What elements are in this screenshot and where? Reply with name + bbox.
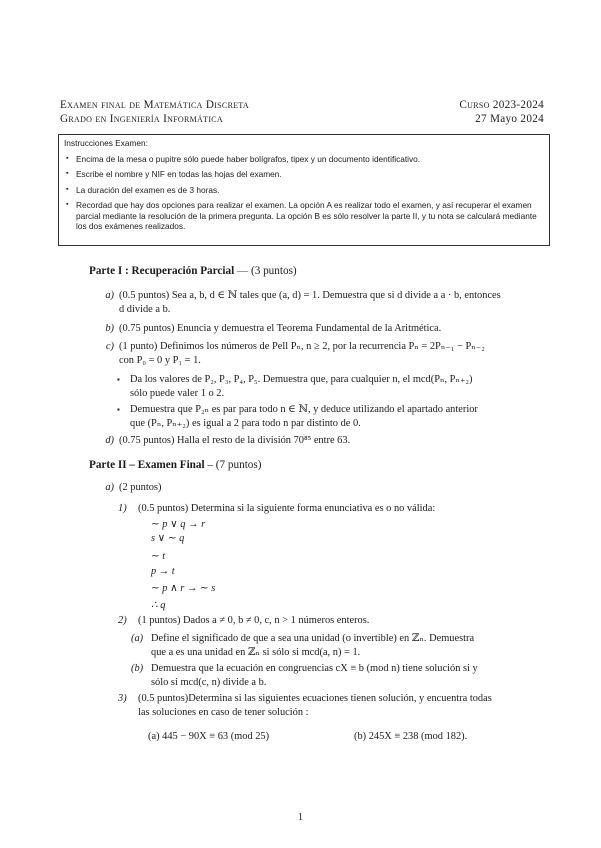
part1-heading: Parte I : Recuperación Parcial — (3 puntos): [89, 265, 297, 277]
question-2a-2b: [131, 662, 546, 689]
bullet-text-cont: que (Pₙ, Pₙ₊₂) es igual a 2 para todo n par distinto de 0.: [130, 417, 361, 429]
part2-title: Parte II – Examen Final: [89, 459, 205, 471]
course-year: Curso 2023-2024: [459, 99, 544, 111]
bullet-text: ▪ Demuestra que P₂ₙ es par para todo n ∈ ℕ, y deduce utilizando el apartado anterior: [130, 404, 478, 415]
question-text-cont: que a es una unidad en ℤₙ si sólo si mcd(a, n) = 1.: [151, 646, 361, 658]
exam-date: 27 Mayo 2024: [475, 113, 544, 125]
part1-title: Parte I : Recuperación Parcial: [89, 265, 235, 277]
bullet-text-cont: sólo puede valer 1 o 2.: [130, 387, 225, 399]
page-number: 1: [297, 812, 304, 823]
question-2a-2: [118, 614, 548, 628]
question-text: (0.5 puntos) Sea a, b, d ∈ ℕ tales que (a, d) = 1. Demuestra que si d divide a a · b, entonces: [119, 290, 501, 301]
instructions-title: Instrucciones Examen:: [64, 138, 148, 148]
question-text: (2 puntos): [119, 482, 162, 493]
degree-name: Grado en Ingeniería Informática: [60, 113, 223, 125]
congruence-a: (a) 445 − 90X ≡ 63 (mod 25): [148, 731, 270, 742]
question-text: (0.75 puntos) Enuncia y demuestra el Teorema Fundamental de la Aritmética.: [119, 323, 442, 334]
question-2a-1: [118, 502, 548, 516]
instruction-item: ▪ La duración del examen es de 3 horas.: [76, 185, 543, 196]
question-label: b): [105, 323, 114, 334]
premise-line: s ∨ ∼ q: [151, 533, 185, 544]
question-label: c): [105, 341, 114, 352]
question-text: Define el significado de que a sea una unidad (o invertible) en ℤₙ. Demuestra: [151, 633, 475, 644]
conclusion-line: ∴ q: [151, 600, 166, 611]
part1-points: (3 puntos): [250, 265, 297, 277]
question-text: (0.5 puntos) Determina si la siguiente forma enunciativa es o no válida:: [138, 503, 436, 514]
question-label: (b): [131, 663, 144, 674]
instructions-list: [64, 154, 543, 232]
exam-title: Examen final de Matemática Discreta: [60, 99, 250, 111]
question-text: Demuestra que la ecuación en congruencias cX ≡ b (mod n) tiene solución si y: [151, 663, 478, 674]
bullet-pell-even: [130, 403, 545, 430]
question-2a-3: [118, 692, 548, 719]
instruction-item: ▪ Encima de la mesa o pupitre sólo puede haber bolígrafos, tipex y un documento identificativo.: [76, 154, 543, 165]
question-label: 3): [118, 693, 127, 704]
bullet-pell-values: [130, 373, 545, 400]
question-label: 2): [118, 615, 127, 626]
question-label: (a): [131, 633, 144, 644]
question-label: a): [105, 290, 114, 301]
question-1a: [90, 289, 545, 316]
part2-points: – (7 puntos): [207, 459, 262, 471]
question-label: d): [105, 435, 114, 446]
instruction-item: ▪ Escribe el nombre y NIF en todas las hojas del examen.: [76, 169, 543, 180]
premise-line: ∼ p ∧ r → ∼ s: [151, 583, 216, 594]
bullet-text: ▪ Da los valores de P₂, P₃, P₄, P₅. Demuestra que, para cualquier n, el mcd(Pₙ, Pₙ₊₂): [130, 374, 473, 385]
header-left: [60, 98, 249, 126]
question-text-cont: sólo si mcd(c, n) divide a b.: [151, 676, 267, 688]
question-text: (0.75 puntos) Halla el resto de la división 70⁸⁵ entre 63.: [119, 435, 351, 446]
question-text-cont: d divide a b.: [119, 303, 171, 315]
question-2a: [90, 481, 545, 495]
instructions-box: [58, 134, 550, 246]
question-label: 1): [118, 503, 127, 514]
question-2a-2a: [131, 632, 546, 659]
question-1c: [90, 340, 545, 367]
congruence-b: (b) 245X ≡ 238 (mod 182).: [354, 731, 468, 742]
premise-line: ∼ t: [151, 551, 166, 562]
header-right: [459, 98, 544, 126]
question-1b: [90, 322, 545, 336]
question-text-cont: con P₀ = 0 y P₁ = 1.: [119, 354, 201, 366]
part2-heading: [89, 459, 261, 471]
premise-line: p → t: [151, 566, 175, 577]
premise-line: ∼ p ∨ q → r: [151, 519, 206, 530]
instruction-item: ▪ Recordad que hay dos opciones para realizar el examen. La opción A es realizar todo el examen, y así recuperar el examen parcial mediante la resolución de la primera pregunta. La opción B es sólo resolver la parte II, y tu nota se calculará mediante los dos exámenes realizados.: [76, 200, 543, 232]
question-text: (1 puntos) Dados a ≠ 0, b ≠ 0, c, n > 1 números enteros.: [138, 615, 370, 626]
question-text-cont: las soluciones en caso de tener solución :: [138, 706, 309, 718]
question-label: a): [105, 482, 114, 493]
question-1d: [90, 434, 545, 448]
question-text: (0.5 puntos)Determina si las siguientes ecuaciones tienen solución, y encuentra todas: [138, 693, 492, 704]
question-text: (1 punto) Definimos los números de Pell Pₙ, n ≥ 2, por la recurrencia Pₙ = 2Pₙ₋₁ − Pₙ₋₂: [119, 341, 485, 352]
